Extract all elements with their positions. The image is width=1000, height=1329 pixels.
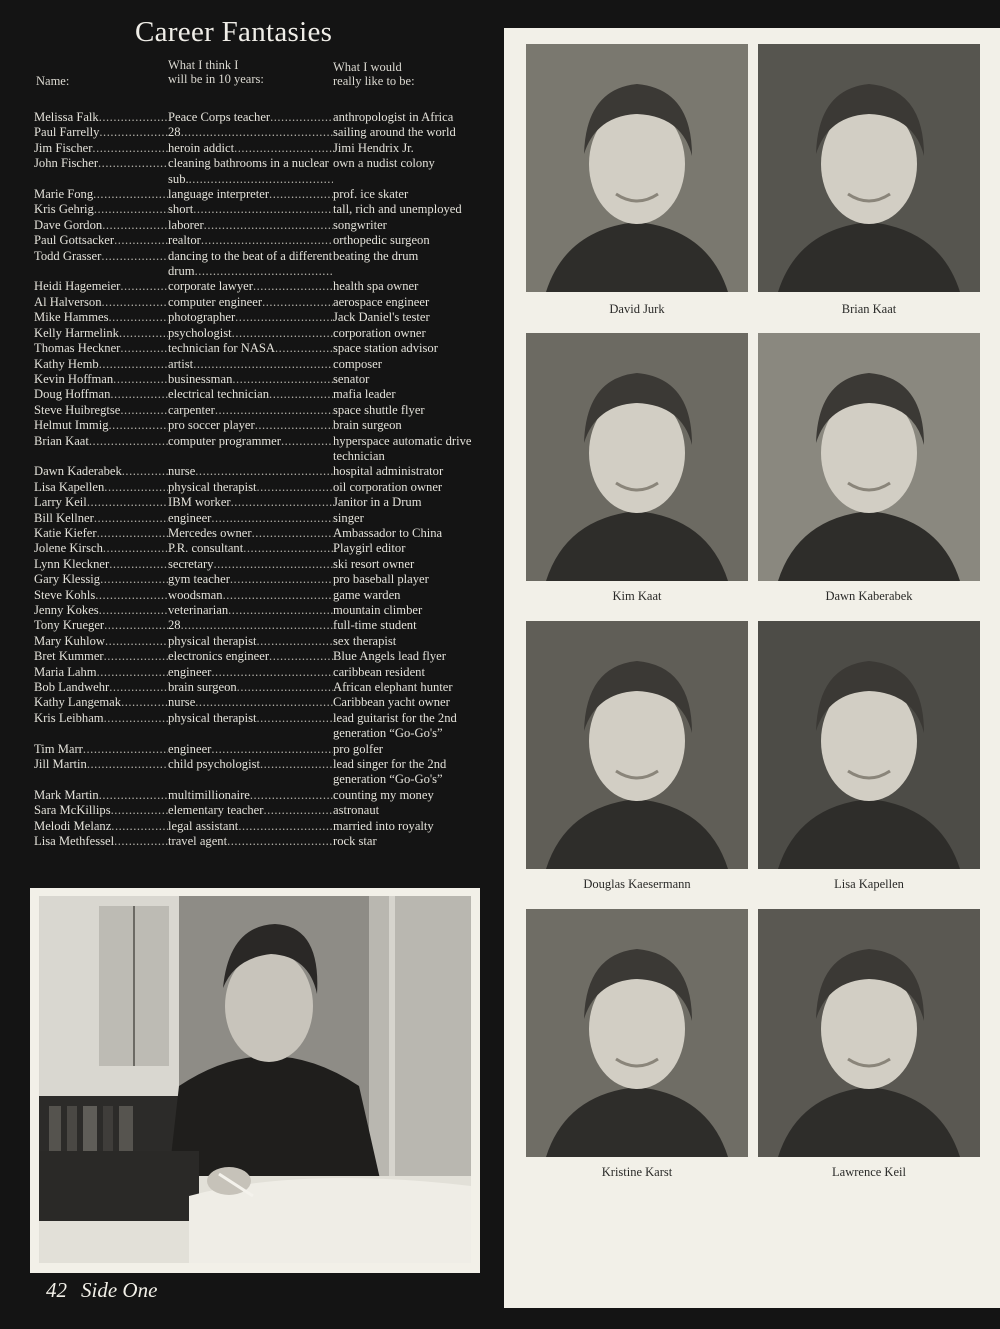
student-name: Sara McKillips ..... (34, 803, 168, 818)
dream-career: brain surgeon (333, 418, 402, 433)
think-career: computer programmer ..... (168, 434, 333, 449)
dream-career: caribbean resident (333, 664, 425, 679)
portrait-photo (758, 909, 980, 1157)
career-row (34, 572, 489, 587)
think-career: corporate lawyer ..... (168, 279, 333, 294)
think-career: physical therapist ..... (168, 480, 333, 495)
think-career: engineer ..... (168, 742, 333, 757)
career-row (34, 480, 489, 495)
think-career: technician for NASA ..... (168, 341, 333, 356)
career-row (34, 372, 489, 387)
student-name: Mary Kuhlow ..... (34, 634, 168, 649)
student-name: Gary Klessig ..... (34, 572, 168, 587)
career-row (34, 341, 489, 356)
dream-career: Jimi Hendrix Jr. (333, 140, 414, 155)
student-name: Steve Kohls ..... (34, 588, 168, 603)
think-career: 28 ..... (168, 125, 333, 140)
think-career: elementary teacher ..... (168, 803, 333, 818)
think-career: P.R. consultant ..... (168, 541, 333, 556)
dream-career: sex therapist (333, 633, 397, 648)
dream-career: counting my money (333, 787, 434, 802)
career-row (34, 603, 489, 618)
career-row (34, 511, 489, 526)
dream-career: full-time student (333, 618, 417, 633)
career-row (34, 742, 489, 757)
student-name: Bill Kellner ..... (34, 511, 168, 526)
career-row (34, 803, 489, 818)
career-row (34, 233, 489, 248)
dream-career: married into royalty (333, 818, 434, 833)
student-name: Heidi Hagemeier ..... (34, 279, 168, 294)
think-career: engineer ..... (168, 665, 333, 680)
dream-career: own a nudist colony (333, 156, 435, 171)
student-name: Brian Kaat ..... (34, 434, 168, 449)
student-name: Steve Huibregtse ..... (34, 403, 168, 418)
dream-career: singer (333, 510, 364, 525)
career-row (34, 249, 489, 280)
student-name: Jolene Kirsch ..... (34, 541, 168, 556)
portrait-photo (526, 621, 748, 869)
dream-career: prof. ice skater (333, 187, 409, 202)
portrait-panel (504, 28, 1000, 1308)
career-row (34, 357, 489, 372)
career-row (34, 695, 489, 710)
career-row (34, 588, 489, 603)
think-career: Mercedes owner ..... (168, 526, 333, 541)
student-name: Mark Martin ..... (34, 788, 168, 803)
dream-career: sailing around the world (333, 125, 456, 140)
student-name: Doug Hoffman ..... (34, 387, 168, 402)
student-name: Kevin Hoffman ..... (34, 372, 168, 387)
study-photo-frame (30, 888, 480, 1273)
career-row (34, 295, 489, 310)
student-name: Paul Gottsacker ..... (34, 233, 168, 248)
career-row (34, 326, 489, 341)
portrait-photo (758, 333, 980, 581)
student-name: Kelly Harmelink ..... (34, 326, 168, 341)
career-row (34, 757, 489, 788)
student-name: Lynn Kleckner ..... (34, 557, 168, 572)
career-row (34, 418, 489, 433)
think-career: physical therapist ..... (168, 634, 333, 649)
student-name: Jim Fischer ..... (34, 141, 168, 156)
student-name: Katie Kiefer ..... (34, 526, 168, 541)
career-row (34, 110, 489, 125)
portrait-photo (758, 44, 980, 292)
student-name: Melodi Melanz ..... (34, 819, 168, 834)
dream-career: beating the drum (333, 248, 419, 263)
student-name: Tony Krueger ..... (34, 618, 168, 633)
career-row (34, 526, 489, 541)
think-career: computer engineer ..... (168, 295, 333, 310)
career-row (34, 834, 489, 849)
student-name: Jenny Kokes ..... (34, 603, 168, 618)
think-career: Peace Corps teacher ..... (168, 110, 333, 125)
career-row (34, 156, 489, 187)
student-name: Kathy Hemb ..... (34, 357, 168, 372)
think-career: carpenter ..... (168, 403, 333, 418)
dream-career: tall, rich and unemployed (333, 202, 462, 217)
dream-career: Jack Daniel's tester (333, 310, 430, 325)
think-career: nurse ..... (168, 695, 333, 710)
think-career: businessman ..... (168, 372, 333, 387)
dream-career: African elephant hunter (333, 680, 453, 695)
dream-career: lead guitarist for the 2nd generation “Go-Go's” (333, 710, 457, 741)
think-career: physical therapist ..... (168, 711, 333, 726)
student-name: Lisa Methfessel ..... (34, 834, 168, 849)
student-name: Thomas Heckner ..... (34, 341, 168, 356)
portrait-caption: Kristine Karst (601, 1165, 673, 1179)
career-row (34, 279, 489, 294)
think-career: short ..... (168, 202, 333, 217)
student-name: Melissa Falk ..... (34, 110, 168, 125)
student-name: Dawn Kaderabek ..... (34, 464, 168, 479)
portrait-photo (526, 909, 748, 1157)
career-row (34, 202, 489, 217)
header-think-line-1: What I think I (168, 58, 239, 72)
portrait-photo (526, 333, 748, 581)
header-would-line-1: What I would (333, 60, 402, 74)
dream-career: space station advisor (333, 341, 438, 356)
career-row (34, 634, 489, 649)
dream-career: Blue Angels lead flyer (333, 649, 446, 664)
career-row (34, 403, 489, 418)
think-career: multimillionaire ..... (168, 788, 333, 803)
career-row (34, 434, 489, 465)
dream-career: health spa owner (333, 279, 419, 294)
dream-career: pro baseball player (333, 572, 429, 587)
think-career: photographer ..... (168, 310, 333, 325)
dream-career: Playgirl editor (333, 541, 406, 556)
portrait-caption: Dawn Kaberabek (825, 589, 913, 603)
student-name: Bob Landwehr ..... (34, 680, 168, 695)
think-career: legal assistant ..... (168, 819, 333, 834)
portrait-photo (758, 621, 980, 869)
student-name: Maria Lahm ..... (34, 665, 168, 680)
career-row (34, 557, 489, 572)
portrait-photo (526, 44, 748, 292)
portrait-caption: Lawrence Keil (832, 1165, 906, 1179)
dream-career: Caribbean yacht owner (333, 695, 450, 710)
dream-career: corporation owner (333, 325, 426, 340)
student-name: Dave Gordon ..... (34, 218, 168, 233)
portrait-caption: David Jurk (609, 302, 665, 316)
think-career: child psychologist ..... (168, 757, 333, 772)
student-name: Mike Hammes ..... (34, 310, 168, 325)
career-row (34, 541, 489, 556)
dream-career: Janitor in a Drum (333, 495, 422, 510)
dream-career: oil corporation owner (333, 479, 443, 494)
career-row (34, 218, 489, 233)
think-career: secretary ..... (168, 557, 333, 572)
think-career: nurse ..... (168, 464, 333, 479)
think-career: electronics engineer ..... (168, 649, 333, 664)
header-would (333, 60, 483, 88)
think-career: cleaning bathrooms in a nuclear sub. ..... (168, 156, 333, 187)
career-row (34, 141, 489, 156)
dream-career: anthropologist in Africa (333, 110, 454, 124)
dream-career: hyperspace automatic drive technician (333, 433, 472, 463)
think-career: laborer ..... (168, 218, 333, 233)
dream-career: pro golfer (333, 741, 384, 756)
think-career: electrical technician ..... (168, 387, 333, 402)
career-row (34, 618, 489, 633)
student-name: Lisa Kapellen ..... (34, 480, 168, 495)
student-name: Paul Farrelly ..... (34, 125, 168, 140)
student-name: Larry Keil ..... (34, 495, 168, 510)
dream-career: space shuttle flyer (333, 402, 425, 417)
dream-career: Ambassador to China (333, 525, 443, 540)
dream-career: rock star (333, 834, 377, 849)
student-name: Al Halverson ..... (34, 295, 168, 310)
think-career: engineer ..... (168, 511, 333, 526)
student-name: Todd Grasser ..... (34, 249, 168, 264)
dream-career: composer (333, 356, 382, 371)
career-row (34, 495, 489, 510)
dream-career: songwriter (333, 217, 387, 232)
student-name: Helmut Immig ..... (34, 418, 168, 433)
dream-career: hospital administrator (333, 464, 444, 479)
career-row (34, 649, 489, 664)
think-career: IBM worker ..... (168, 495, 333, 510)
think-career: travel agent ..... (168, 834, 333, 849)
portrait-caption: Douglas Kaesermann (583, 877, 691, 891)
header-think-line-2: will be in 10 years: (168, 72, 264, 86)
career-row (34, 125, 489, 140)
think-career: language interpreter ..... (168, 187, 333, 202)
page-number: 42 (46, 1278, 67, 1302)
header-name: Name: (36, 74, 70, 88)
think-career: gym teacher ..... (168, 572, 333, 587)
student-name: Marie Fong ..... (34, 187, 168, 202)
think-career: realtor ..... (168, 233, 333, 248)
career-row (34, 387, 489, 402)
dream-career: orthopedic surgeon (333, 233, 430, 248)
student-name: Tim Marr ..... (34, 742, 168, 757)
career-row (34, 665, 489, 680)
think-career: dancing to the beat of a different drum ..... (168, 249, 333, 280)
portrait-caption: Kim Kaat (612, 589, 662, 603)
student-name: Kathy Langemak ..... (34, 695, 168, 710)
think-career: 28 ..... (168, 618, 333, 633)
study-photo (39, 896, 471, 1263)
header-think (168, 58, 328, 86)
student-name: Kris Leibham ..... (34, 711, 168, 726)
dream-career: mafia leader (333, 387, 396, 402)
career-row (34, 819, 489, 834)
think-career: artist ..... (168, 357, 333, 372)
career-row (34, 680, 489, 695)
dream-career: senator (333, 371, 370, 386)
dream-career: astronaut (333, 803, 380, 818)
think-career: psychologist ..... (168, 326, 333, 341)
career-list (34, 110, 489, 850)
portrait-caption: Lisa Kapellen (834, 877, 904, 891)
dream-career: aerospace engineer (333, 294, 430, 309)
header-would-line-2: really like to be: (333, 74, 415, 88)
page-title: Career Fantasies (135, 16, 333, 48)
dream-career: game warden (333, 587, 401, 602)
career-row (34, 711, 489, 742)
career-row (34, 310, 489, 325)
student-name: John Fischer ..... (34, 156, 168, 171)
career-row (34, 187, 489, 202)
dream-career: lead singer for the 2nd generation “Go-Go's” (333, 757, 447, 787)
career-row (34, 464, 489, 479)
section-name: Side One (81, 1278, 158, 1302)
page-folio (46, 1278, 171, 1303)
student-name: Kris Gehrig ..... (34, 202, 168, 217)
dream-career: mountain climber (333, 603, 423, 617)
think-career: veterinarian ..... (168, 603, 333, 618)
think-career: woodsman ..... (168, 588, 333, 603)
student-name: Bret Kummer ..... (34, 649, 168, 664)
think-career: brain surgeon ..... (168, 680, 333, 695)
portrait-caption: Brian Kaat (841, 302, 897, 316)
student-name: Jill Martin ..... (34, 757, 168, 772)
dream-career: ski resort owner (333, 556, 415, 571)
think-career: pro soccer player ..... (168, 418, 333, 433)
career-row (34, 788, 489, 803)
think-career: heroin addict ..... (168, 141, 333, 156)
